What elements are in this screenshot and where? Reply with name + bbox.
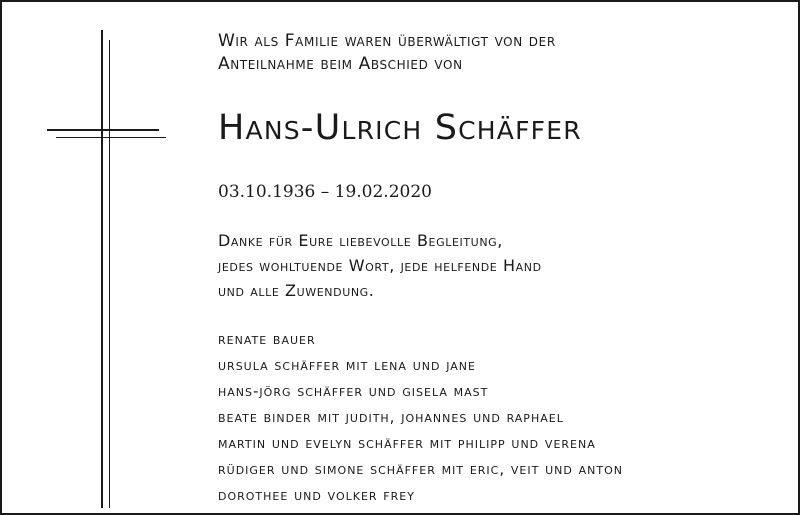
thanks-line: jedes wohltuende Wort, jede helfende Hand xyxy=(218,256,542,275)
family-line: rüdiger und simone schäffer mit eric, veit und anton xyxy=(218,460,623,478)
intro-line: Wir als Familie waren überwältigt von der xyxy=(218,31,556,51)
family-line: hans-jörg schäffer und gisela mast xyxy=(218,382,489,400)
thanks-line: und alle Zuwendung. xyxy=(218,281,375,300)
life-dates: 03.10.1936 – 19.02.2020 xyxy=(218,182,432,202)
family-line: martin und evelyn schäffer mit philipp und verena xyxy=(218,434,596,452)
thanks-text xyxy=(218,228,542,303)
family-line: renate bauer xyxy=(218,330,316,348)
cross-vertical-line xyxy=(101,30,103,508)
family-line: dorothee und volker frey xyxy=(218,486,415,504)
family-signatures xyxy=(218,326,623,508)
intro-line: Anteilnahme beim Abschied von xyxy=(218,54,463,74)
family-line: ursula schäffer mit lena und jane xyxy=(218,356,476,374)
cross-vertical-line-inner xyxy=(109,40,110,508)
cross-horizontal-line-inner xyxy=(56,137,166,138)
deceased-name: Hans-Ulrich Schäffer xyxy=(218,108,582,148)
thanks-line: Danke für Eure liebevolle Begleitung, xyxy=(218,231,503,250)
family-line: beate binder mit judith, johannes und raphael xyxy=(218,408,564,426)
intro-text xyxy=(218,30,556,76)
cross-horizontal-line xyxy=(47,129,159,131)
